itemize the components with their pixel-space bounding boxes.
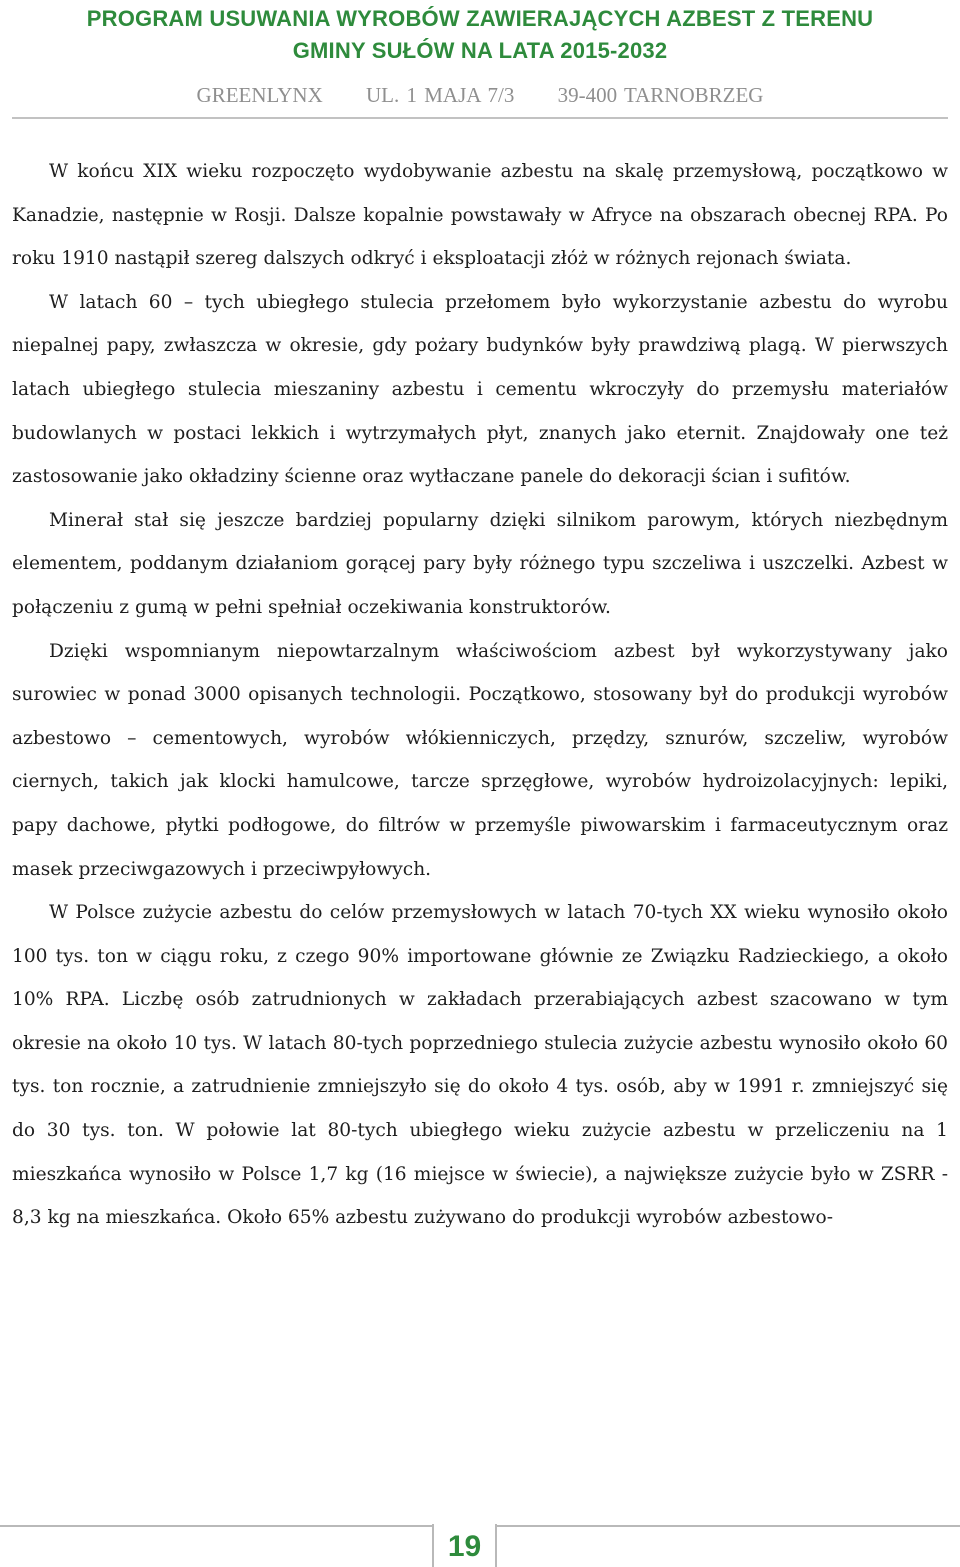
- company-city: 39-400 TARNOBRZEG: [557, 83, 764, 107]
- document-title-line-2: GMINY SUŁÓW NA LATA 2015-2032: [292, 38, 668, 63]
- paragraph-1: W końcu XIX wieku rozpoczęto wydobywanie azbestu na skalę przemysłową, początkowo w Kanadzie, następnie w Rosji. Dalsze kopalnie powstawały w Afryce na obszarach obecnej RPA. Po roku 1910 nastąpił szereg dalszych odkryć i eksploatacji złóż w różnych rejonach świata.: [12, 161, 948, 270]
- page-header: [0, 0, 960, 109]
- page-number: 19: [447, 1530, 482, 1563]
- document-title-line-1: PROGRAM USUWANIA WYROBÓW ZAWIERAJĄCYCH AZBEST Z TERENU: [86, 6, 874, 31]
- footer-divider-right: [497, 1525, 960, 1527]
- company-name: GREENLYNX: [196, 83, 323, 107]
- paragraph-5: W Polsce zużycie azbestu do celów przemysłowych w latach 70-tych XX wieku wynosiło około 100 tys. ton w ciągu roku, z czego 90% importowane głównie ze Związku Radzieckiego, a około 10% RPA. Liczbę osób zatrudnionych w zakładach przerabiających azbest szacowano w tym okresie na około 10 tys. W latach 80-tych poprzedniego stulecia zużycie azbestu wynosiło około 60 tys. ton rocznie, a zatrudnienie zmniejszyło się do około 4 tys. osób, aby w 1991 r. zmniejszyć się do 30 tys. ton. W połowie lat 80-tych ubiegłego wieku zużycie azbestu w przeliczeniu na 1 mieszkańca wynosiło w Polsce 1,7 kg (16 miejsce w świecie), a największe zużycie było w ZSRR - 8,3 kg na mieszkańca. Około 65% azbestu zużywano do produkcji wyrobów azbestowo-: [12, 902, 948, 1229]
- footer-divider-left: [0, 1525, 432, 1527]
- paragraph-4: Dzięki wspomnianym niepowtarzalnym właściwościom azbest był wykorzystywany jako surowiec w ponad 3000 opisanych technologii. Początkowo, stosowany był do produkcji wyrobów azbestowo – cementowych, wyrobów włókienniczych, przędzy, sznurów, szczeliw, wyrobów ciernych, takich jak klocki hamulcowe, tarcze sprzęgłowe, wyrobów hydroizolacyjnych: lepiki, papy dachowe, płytki podłogowe, do filtrów w przemyśle piwowarskim i farmaceutycznym oraz masek przeciwgazowych i przeciwpyłowych.: [12, 640, 948, 880]
- company-street: UL. 1 MAJA 7/3: [366, 83, 515, 107]
- paragraph-3: Minerał stał się jeszcze bardziej popularny dzięki silnikom parowym, których niezbędnym elementem, poddanym działaniom gorącej pary były różnego typu szczeliwa i uszczelki. Azbest w połączeniu z gumą w pełni spełniał oczekiwania konstruktorów.: [12, 509, 948, 618]
- header-divider: [12, 117, 948, 119]
- company-info: [0, 81, 960, 109]
- document-body: [12, 150, 948, 1240]
- paragraph-2: W latach 60 – tych ubiegłego stulecia przełomem było wykorzystanie azbestu do wyrobu niepalnej papy, zwłaszcza w okresie, gdy pożary budynków były prawdziwą plagą. W pierwszych latach ubiegłego stulecia mieszaniny azbestu i cementu wkroczyły do przemysłu materiałów budowlanych w postaci lekkich i wytrzymałych płyt, znanych jako eternit. Znajdowały one też zastosowanie jako okładziny ścienne oraz wytłaczane panele do dekoracji ścian i sufitów.: [12, 291, 948, 488]
